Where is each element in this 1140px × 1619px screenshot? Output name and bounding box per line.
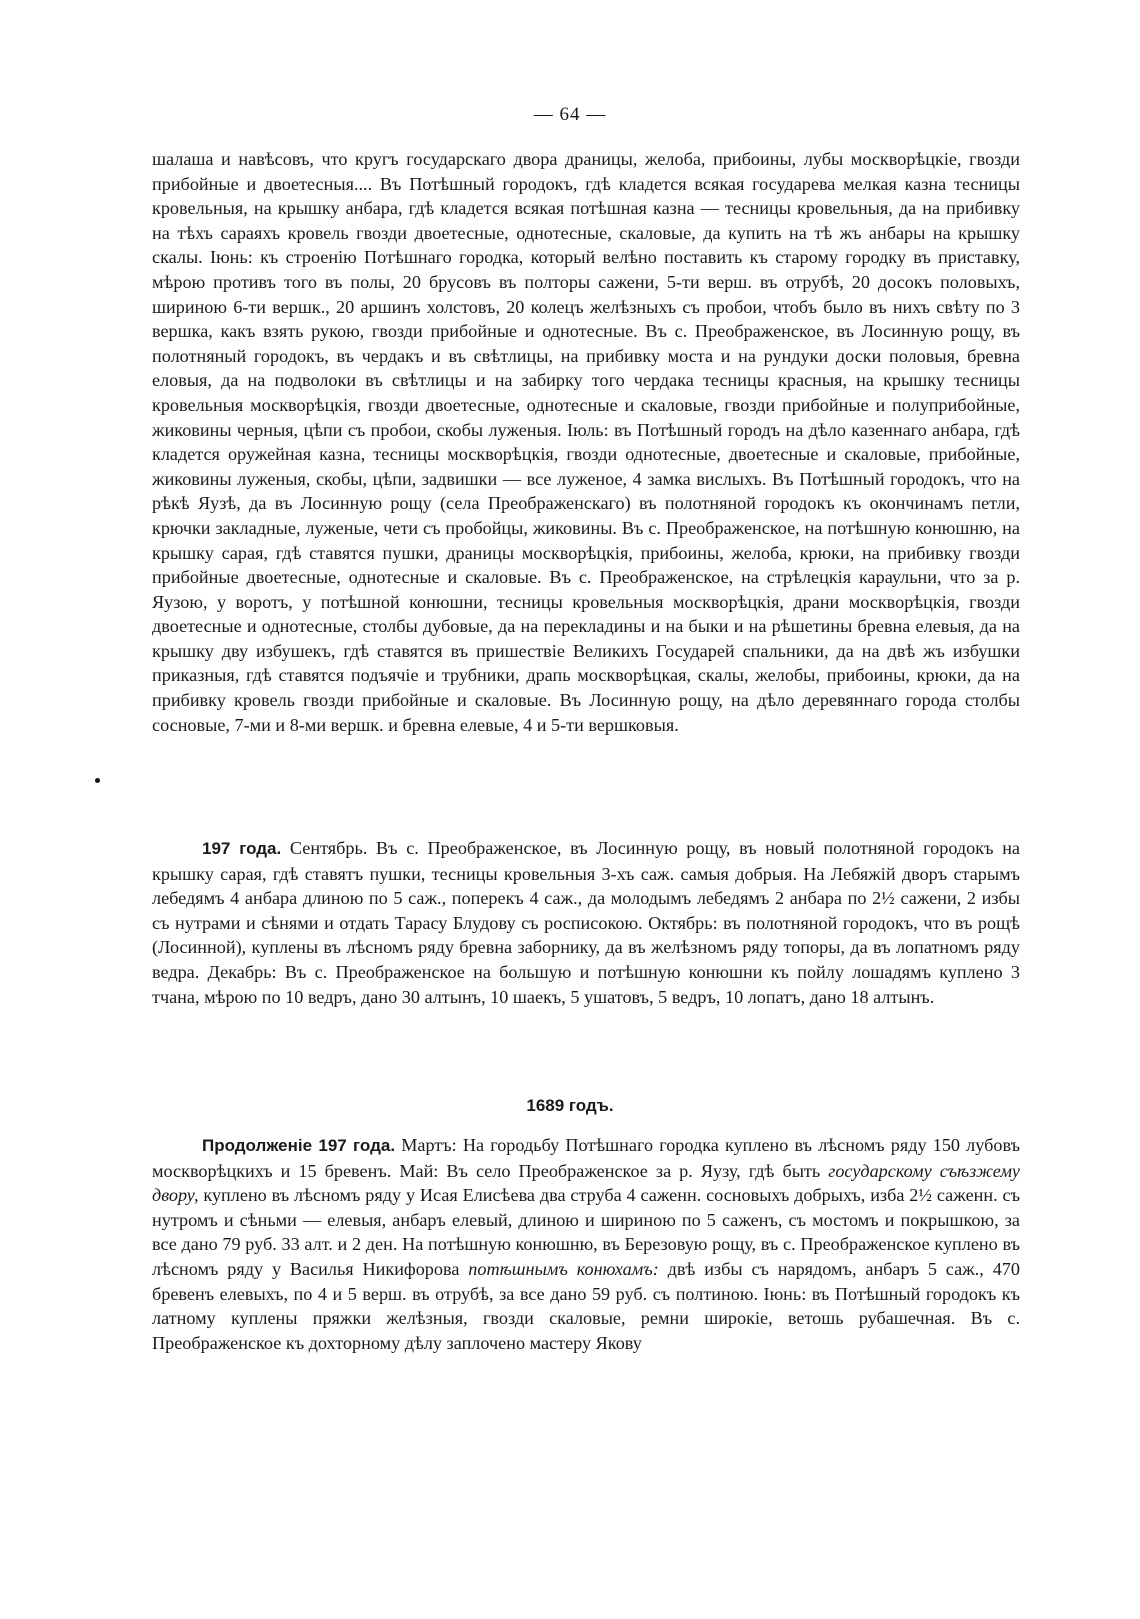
year-heading: 1689 годъ. <box>526 1096 614 1115</box>
paragraph-3-italic-b: потѣшнымъ конюхамъ: <box>468 1258 659 1279</box>
paragraph-3-text-c: двѣ избы съ нарядомъ, анбаръ 5 саж., 470 бревенъ елевыхъ, по 4 и 5 верш. въ отрубѣ, за все дано 59 руб. съ полтиною. Іюнь: въ Потѣшный городокъ къ латному куплены пряжки желѣзныя, гвозди скаловые, ремни широкіе, ветошь рубашечная. Въ с. Преображенское къ дохторному дѣлу заплочено мастеру Якову <box>152 1258 1020 1353</box>
paragraph-2-lead: 197 года. <box>202 839 282 858</box>
page-number: — 64 — <box>533 104 607 125</box>
paragraph-3-italic-a: государскому съѣзжему двору, <box>152 1160 1021 1206</box>
paragraph-2-text: Сентябрь. Въ с. Преображенское, въ Лосинную рощу, въ новый полотняной городокъ на крышку сарая, гдѣ ставятъ пушки, тесницы кровельныя 3-хъ саж. самыя добрыя. На Лебяжій дворъ старымъ лебедямъ 4 анбара длиною по 5 саж., поперекъ 4 саж., да молодымъ лебедямъ 2 анбара по 2½ сажени, 2 избы съ нутрами и сѣнями и отдать Тарасу Блудову съ росписокою. Октябрь: въ полотняной городокъ, что въ рощѣ (Лосинной), куплены въ лѣсномъ ряду бревна заборнику, да въ желѣзномъ ряду топоры, да въ лопатномъ ряду ведра. Декабрь: Въ с. Преображенское на большую и потѣшную конюшни къ пойлу лошадямъ куплено 3 тчана, мѣрою по 10 ведръ, дано 30 алтынъ, 10 шаекъ, 5 ушатовъ, 5 ведръ, 10 лопатъ, дано 18 алтынъ. <box>152 838 1021 1007</box>
paragraph-3-text-b: куплено въ лѣсномъ ряду у Исая Елисѣева два струба 4 саженн. сосновыхъ добрыхъ, изба 2½ саженн. съ нутромъ и сѣньми — елевыя, анбаръ елевый, длиною и шириною по 5 саженъ, съ мостомъ и покрышкою, за все дано 79 руб. 33 алт. и 2 ден. На потѣшную конюшню, въ Березовую рощу, въ с. Преображенское куплено въ лѣсномъ ряду у Василья Никифорова <box>152 1185 1020 1279</box>
paragraph-3 <box>152 1133 1020 1355</box>
paragraph-1: шалаша и навѣсовъ, что кругъ государскаго двора драницы, желоба, прибоины, лубы москворѣцкіе, гвозди прибойные и двоетесныя.... Въ Потѣшный городокъ, гдѣ кладется всякая государева мелкая казна тесницы кровельныя, на крышку анбара, гдѣ кладется всякая потѣшная казна — тесницы кровельныя, да на прибивку на тѣхъ сараяхъ кровель гвозди двоетесные, однотесные, скаловые, да купить на тѣ жъ анбары на крышку скалы. Іюнь: къ строенію Потѣшнаго городка, который велѣно поставить къ старому городку въ приставку, мѣрою противъ того въ полы, 20 брусовъ въ полторы сажени, 5-ти верш. въ отрубѣ, 20 досокъ половыхъ, шириною 6-ти вершк., 20 аршинъ холстовъ, 20 колецъ желѣзныхъ съ пробои, чтобъ было въ нихъ свѣту по 3 вершка, какъ взять рукою, гвозди прибойные и однотесные. Въ с. Преображенское, въ Лосинную рощу, въ полотняный городокъ, въ чердакъ и въ свѣтлицы, на прибивку моста и на рундуки доски половыя, бревна еловыя, да на подволоки въ свѣтлицы и на забирку того чердака тесницы красныя, на крышку тесницы кровельныя москворѣцкія, гвозди двоетесные, однотесные и скаловые, гвозди прибойные и полуприбойные, жиковины черныя, цѣпи съ пробои, скобы луженыя. Іюль: въ Потѣшный городъ на дѣло казеннаго анбара, гдѣ кладется оружейная казна, тесницы москворѣцкія, гвозди однотесные, двоетесные и скаловые, прибойные, жиковины луженыя, скобы, цѣпи, задвишки — все луженое, 4 замка вислыхъ. Въ Потѣшный городокъ, что на рѣкѣ Яузѣ, да въ Лосинную рощу (села Преображенскаго) въ полотняной городокъ къ окончинамъ петли, крючки закладные, луженые, чети съ пробойцы, жиковины. Въ с. Преображенское, на потѣшную конюшню, на крышку сарая, гдѣ ставятся пушки, драницы москворѣцкія, прибоины, желоба, крюки, на прибивку гвозди прибойные двоетесные, однотесные и скаловые. Въ с. Преображенское, на стрѣлецкія караульни, что за р. Яузою, у воротъ, у потѣшной конюшни, тесницы кровельныя москворѣцкія, драни москворѣцкія, гвозди двоетесные и однотесные, столбы дубовые, да на перекладины и на быки и на рѣшетины бревна елевыя, да на крышку дву избушекъ, гдѣ ставятся въ пришествіе Великихъ Государей спальники, да на двѣ жъ избушки приказныя, гдѣ ставятся подъячіе и трубники, драпь москворѣцкая, скалы, желобы, прибоины, крюки, да на прибивку кровель гвозди прибойные и скаловые. Въ Лосинную рощу, на дѣло деревяннаго города столбы сосновые, 7-ми и 8-ми вершк. и бревна елевые, 4 и 5-ти вершковыя. <box>152 149 1020 735</box>
paragraph-3-lead: Продолженіе 197 года. <box>202 1136 396 1155</box>
paragraph-2 <box>152 836 1020 1009</box>
margin-mark <box>95 778 100 783</box>
paragraph-3-text-a: Мартъ: На городьбу Потѣшнаго городка куплено въ лѣсномъ ряду 150 лубовъ москворѣцкихъ и 15 бревенъ. Май: Въ село Преображенское за р. Яузу, гдѣ быть <box>152 1135 1020 1181</box>
